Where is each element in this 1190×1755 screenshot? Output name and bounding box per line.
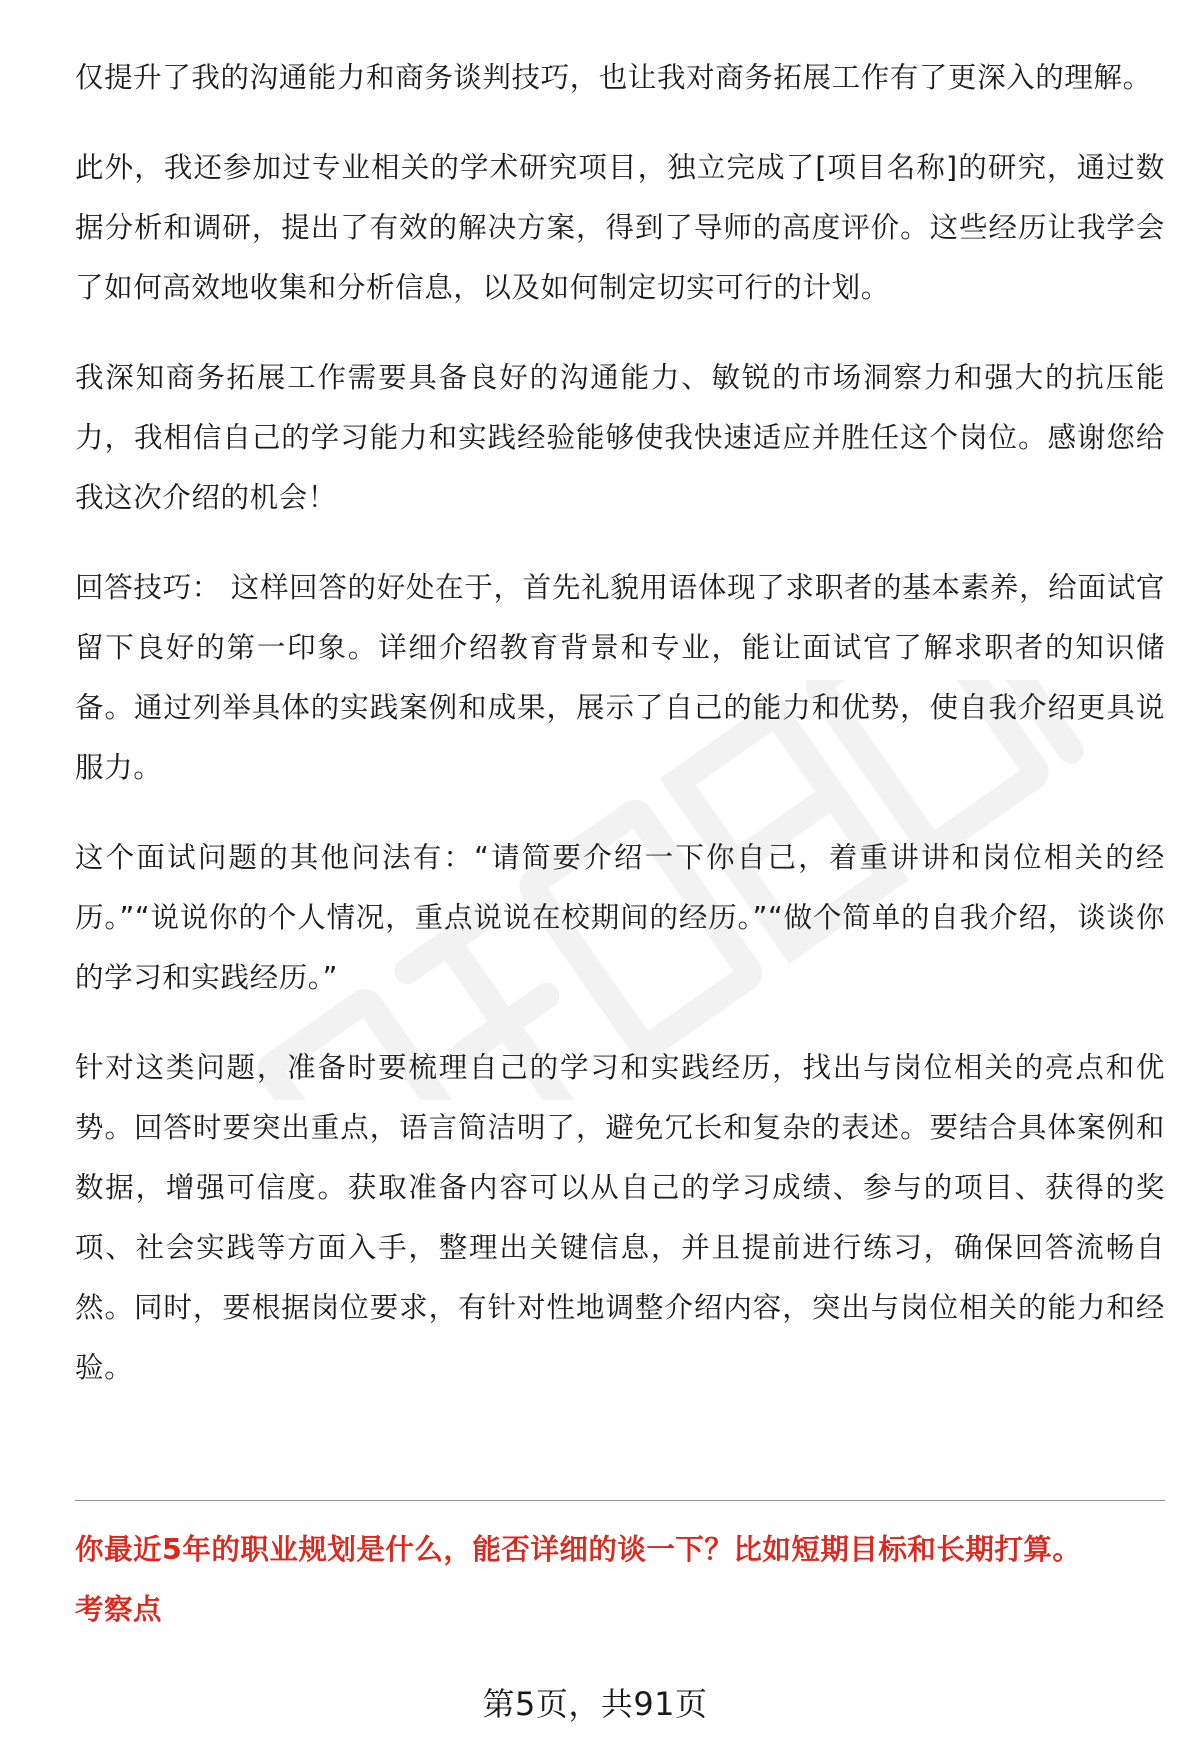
- paragraph: 仅提升了我的沟通能力和商务谈判技巧，也让我对商务拓展工作有了更深入的理解。: [75, 61, 1152, 94]
- paragraph: 此外，我还参加过专业相关的学术研究项目，独立完成了[项目名称]的研究，通过数据分析和调研，提出了有效的解决方案，得到了导师的高度评价。这些经历让我学会了如何高效地收集和分析信息，以及如何制定切实可行的计划。: [75, 151, 1165, 304]
- section-divider: [75, 1500, 1165, 1501]
- page-number: 第5页，共91页: [482, 1685, 708, 1723]
- section-label: 考察点: [75, 1593, 163, 1626]
- paragraph: 这个面试问题的其他问法有：“请简要介绍一下你自己，着重讲讲和岗位相关的经历。”“说说你的个人情况，重点说说在校期间的经历。”“做个简单的自我介绍，谈谈你的学习和实践经历。”: [75, 841, 1165, 994]
- paragraph: 我深知商务拓展工作需要具备良好的沟通能力、敏锐的市场洞察力和强大的抗压能力，我相信自己的学习能力和实践经验能够使我快速适应并胜任这个岗位。感谢您给我这次介绍的机会！: [75, 361, 1165, 514]
- body-text: [75, 48, 1165, 1428]
- next-question-heading: 你最近5年的职业规划是什么，能否详细的谈一下？比如短期目标和长期打算。: [75, 1533, 1082, 1566]
- paragraph: 针对这类问题，准备时要梳理自己的学习和实践经历，找出与岗位相关的亮点和优势。回答时要突出重点，语言简洁明了，避免冗长和复杂的表述。要结合具体案例和数据，增强可信度。获取准备内容可以从自己的学习成绩、参与的项目、获得的奖项、社会实践等方面入手，整理出关键信息，并且提前进行练习，确保回答流畅自然。同时，要根据岗位要求，有针对性地调整介绍内容，突出与岗位相关的能力和经验。: [75, 1051, 1165, 1384]
- paragraph: 回答技巧： 这样回答的好处在于，首先礼貌用语体现了求职者的基本素养，给面试官留下良好的第一印象。详细介绍教育背景和专业，能让面试官了解求职者的知识储备。通过列举具体的实践案例和成果，展示了自己的能力和优势，使自我介绍更具说服力。: [75, 571, 1165, 784]
